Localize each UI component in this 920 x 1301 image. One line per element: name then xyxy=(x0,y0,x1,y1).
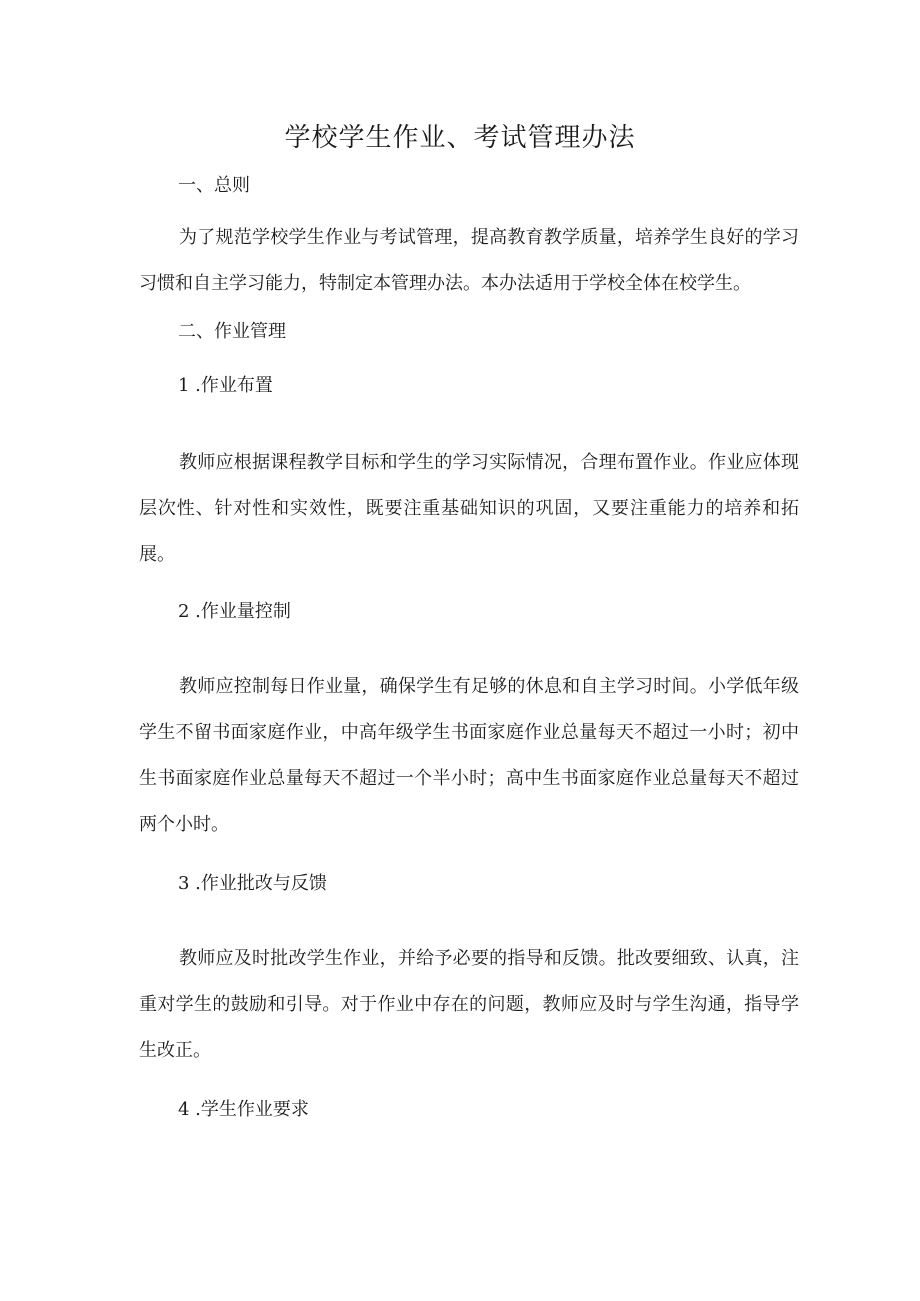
item-heading-assignment: 1 .作业布置 xyxy=(178,375,273,396)
item-heading-grading-feedback: 3 .作业批改与反馈 xyxy=(178,873,327,894)
section-heading-general: 一、总则 xyxy=(178,175,250,196)
item-heading-student-requirements: 4 .学生作业要求 xyxy=(178,1099,309,1120)
paragraph-assignment: 教师应根据课程教学目标和学生的学习实际情况，合理布置作业。作业应体现层次性、针对性和实效性，既要注重基础知识的巩固，又要注重能力的培养和拓展。 xyxy=(139,452,799,565)
paragraph-grading-feedback: 教师应及时批改学生作业，并给予必要的指导和反馈。批改要细致、认真，注重对学生的鼓励和引导。对于作业中存在的问题，教师应及时与学生沟通，指导学生改正。 xyxy=(139,948,799,1061)
paragraph-amount-control: 教师应控制每日作业量，确保学生有足够的休息和自主学习时间。小学低年级学生不留书面家庭作业，中高年级学生书面家庭作业总量每天不超过一小时；初中生书面家庭作业总量每天不超过一个半小时；高中生书面家庭作业总量每天不超过两个小时。 xyxy=(139,676,799,835)
page-title: 学校学生作业、考试管理办法 xyxy=(284,123,636,153)
section-heading-homework: 二、作业管理 xyxy=(178,321,286,342)
item-heading-amount-control: 2 .作业量控制 xyxy=(178,601,291,622)
paragraph-general: 为了规范学校学生作业与考试管理，提高教育教学质量，培养学生良好的学习习惯和自主学习能力，特制定本管理办法。本办法适用于学校全体在校学生。 xyxy=(139,227,799,294)
